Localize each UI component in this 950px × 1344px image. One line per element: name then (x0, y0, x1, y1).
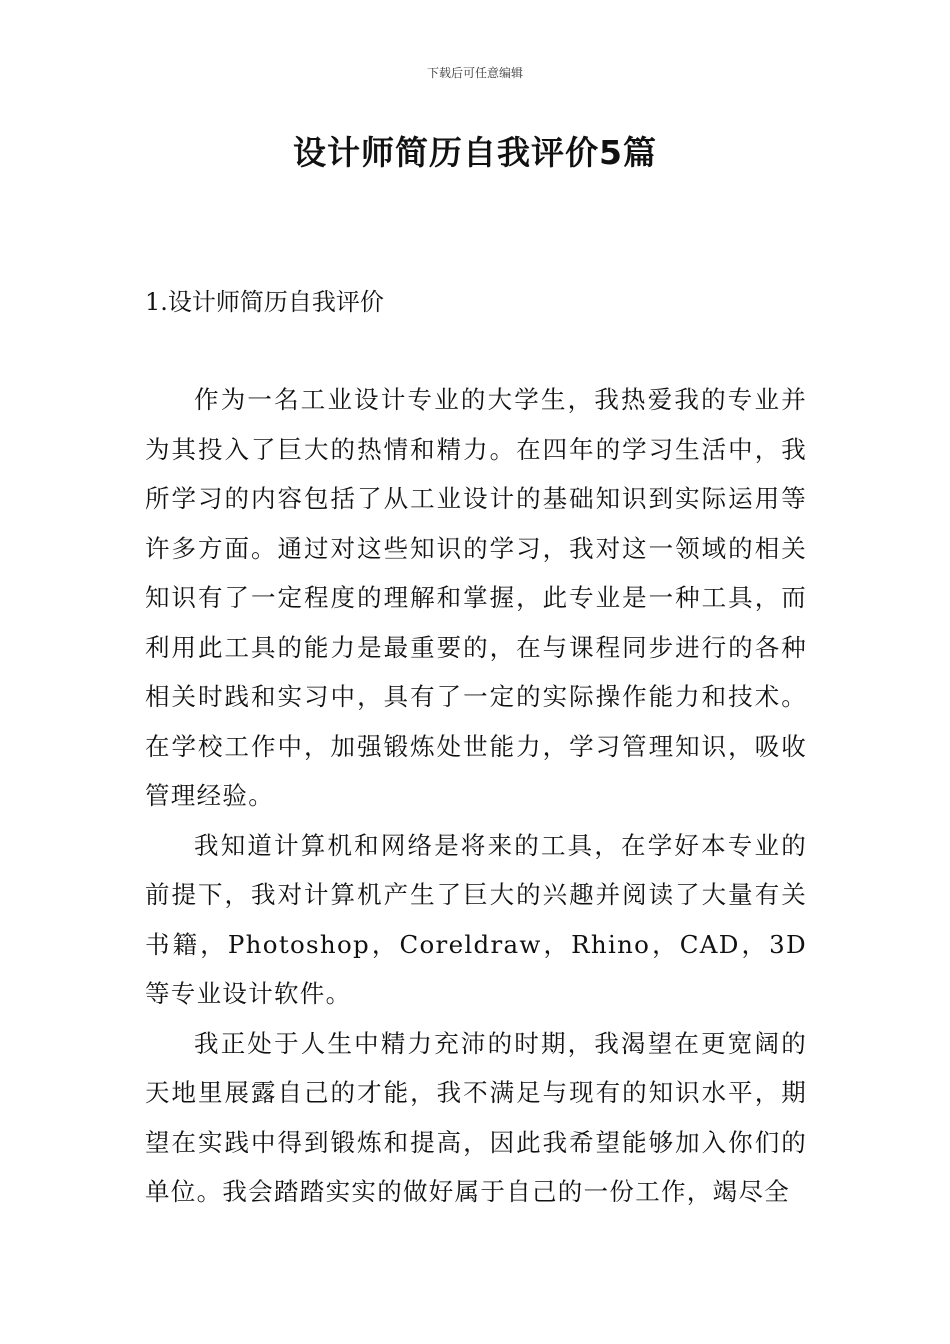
document-title: 设计师简历自我评价5篇 (293, 133, 657, 172)
paragraph: 我知道计算机和网络是将来的工具，在学好本专业的前提下，我对计算机产生了巨大的兴趣并阅读了大量有关书籍，Photoshop，Coreldraw，Rhino，CAD，3D等专业设计软件。 (145, 830, 807, 1008)
body-text (145, 375, 807, 1217)
paragraph: 我正处于人生中精力充沛的时期，我渴望在更宽阔的天地里展露自己的才能，我不满足与现有的知识水平，期望在实践中得到锻炼和提高，因此我希望能够加入你们的单位。我会踏踏实实的做好属于自己的一份工作，竭尽全 (145, 1028, 807, 1206)
header-note: 下载后可任意编辑 (426, 66, 523, 80)
paragraph: 作为一名工业设计专业的大学生，我热爱我的专业并为其投入了巨大的热情和精力。在四年的学习生活中，我所学习的内容包括了从工业设计的基础知识到实际运用等许多方面。通过对这些知识的学习，我对这一领域的相关知识有了一定程度的理解和掌握，此专业是一种工具，而利用此工具的能力是最重要的，在与课程同步进行的各种相关时践和实习中，具有了一定的实际操作能力和技术。在学校工作中，加强锻炼处世能力，学习管理知识，吸收管理经验。 (145, 385, 807, 810)
section-heading: 1.设计师简历自我评价 (145, 288, 384, 316)
